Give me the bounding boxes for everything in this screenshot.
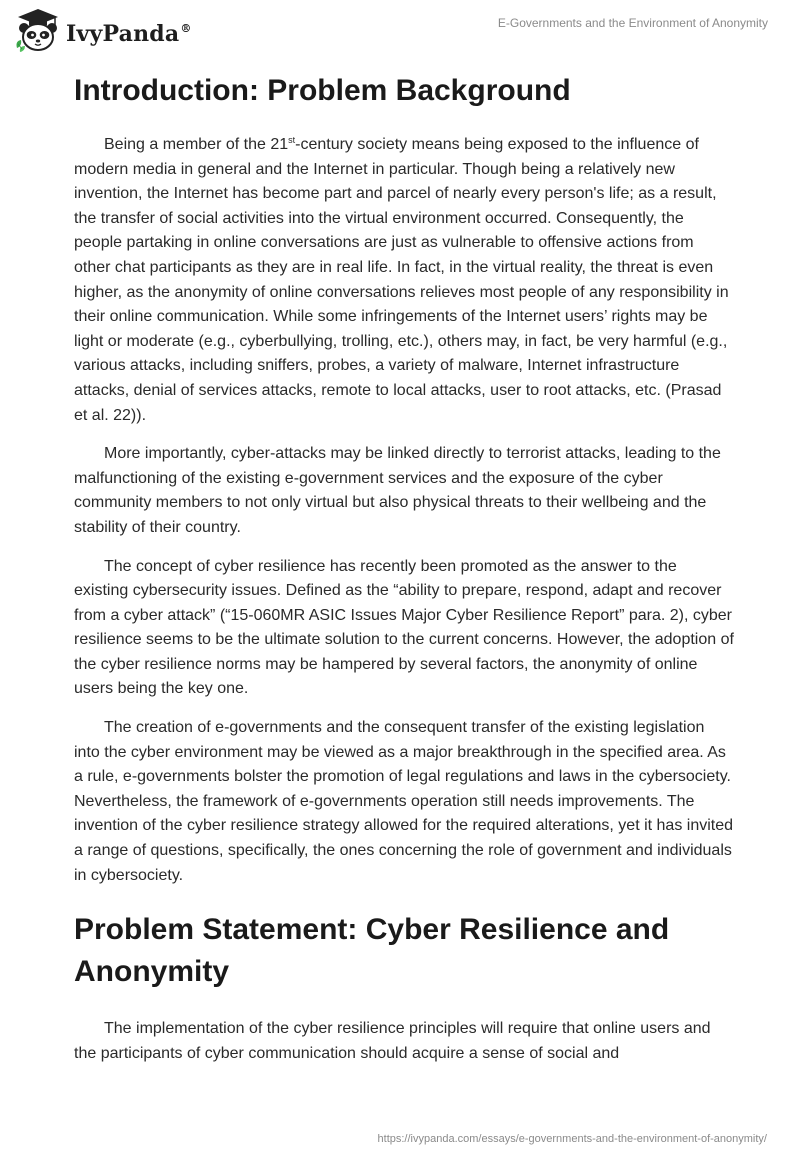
heading-problem-statement: Problem Statement: Cyber Resilience and Anonymity [74,913,670,989]
heading-introduction: Introduction: Problem Background [74,74,571,107]
paragraph-5: The implementation of the cyber resilience principles will require that online users and the participants of cyber communication should acquire a sense of social and [74,1020,711,1062]
paragraph-2: More importantly, cyber-attacks may be linked directly to terrorist attacks, leading to the malfunctioning of the existing e-government services and the exposure of the cyber community members to not only virtual but also physical threats to their wellbeing and the stability of their country. [74,445,721,536]
essay-body [74,70,734,1080]
paragraph-3: The concept of cyber resilience has recently been promoted as the answer to the existing cybersecurity issues. Defined as the “ability to prepare, respond, adapt and recover from a cyber attack” (“15-060MR ASIC Issues Major Cyber Resilience Report” para. 2), cyber resilience seems to be the ultimate solution to the current concerns. However, the adoption of the cyber resilience norms may be hampered by several factors, the anonymity of online users being the key one. [74,557,734,698]
ordinal-suffix: st [288,135,296,145]
panda-graduation-cap-icon [14,8,62,54]
source-url[interactable]: https://ivypanda.com/essays/e-governments-and-the-environment-of-anonymity/ [377,1133,767,1145]
document-title: E-Governments and the Environment of Anonymity [497,16,768,30]
registered-mark: ® [180,22,192,35]
paragraph-4: The creation of e-governments and the consequent transfer of the existing legislation into the cyber environment may be viewed as a major breakthrough in the specified area. As a rule, e-governments bolster the promotion of legal regulations and laws in the cybersociety. Nevertheless, the framework of e-governments operation still needs improvements. The invention of the cyber resilience strategy allowed for the required alterations, yet it has invited a range of questions, specifically, the ones concerning the role of government and individuals in cybersociety. [74,719,734,884]
brand-name: IvyPanda® [66,21,192,47]
paragraph-1: Being a member of the 21st-century society means being exposed to the influence of modern media in general and the Internet in particular. Though being a relatively new invention, the Internet has become part and parcel of nearly every person's life; as a result, the transfer of social activities into the virtual environment occurred. Consequently, the people partaking in online conversations are just as vulnerable to offensive actions from other chat participants as they are in real life. In fact, in the virtual reality, the threat is even higher, as the anonymity of online conversations relieves most people of any responsibility in their online communication. While some infringements of the Internet users’ rights may be light or moderate (e.g., cyberbullying, trolling, etc.), others may, in fact, be very harmful (e.g., various attacks, including sniffers, probes, a variety of malware, Internet infrastructure attacks, denial of services attacks, remote to local attacks, user to root attacks, etc. (Prasad et al. 22)). [74,135,729,424]
brand-logo[interactable] [14,8,192,54]
